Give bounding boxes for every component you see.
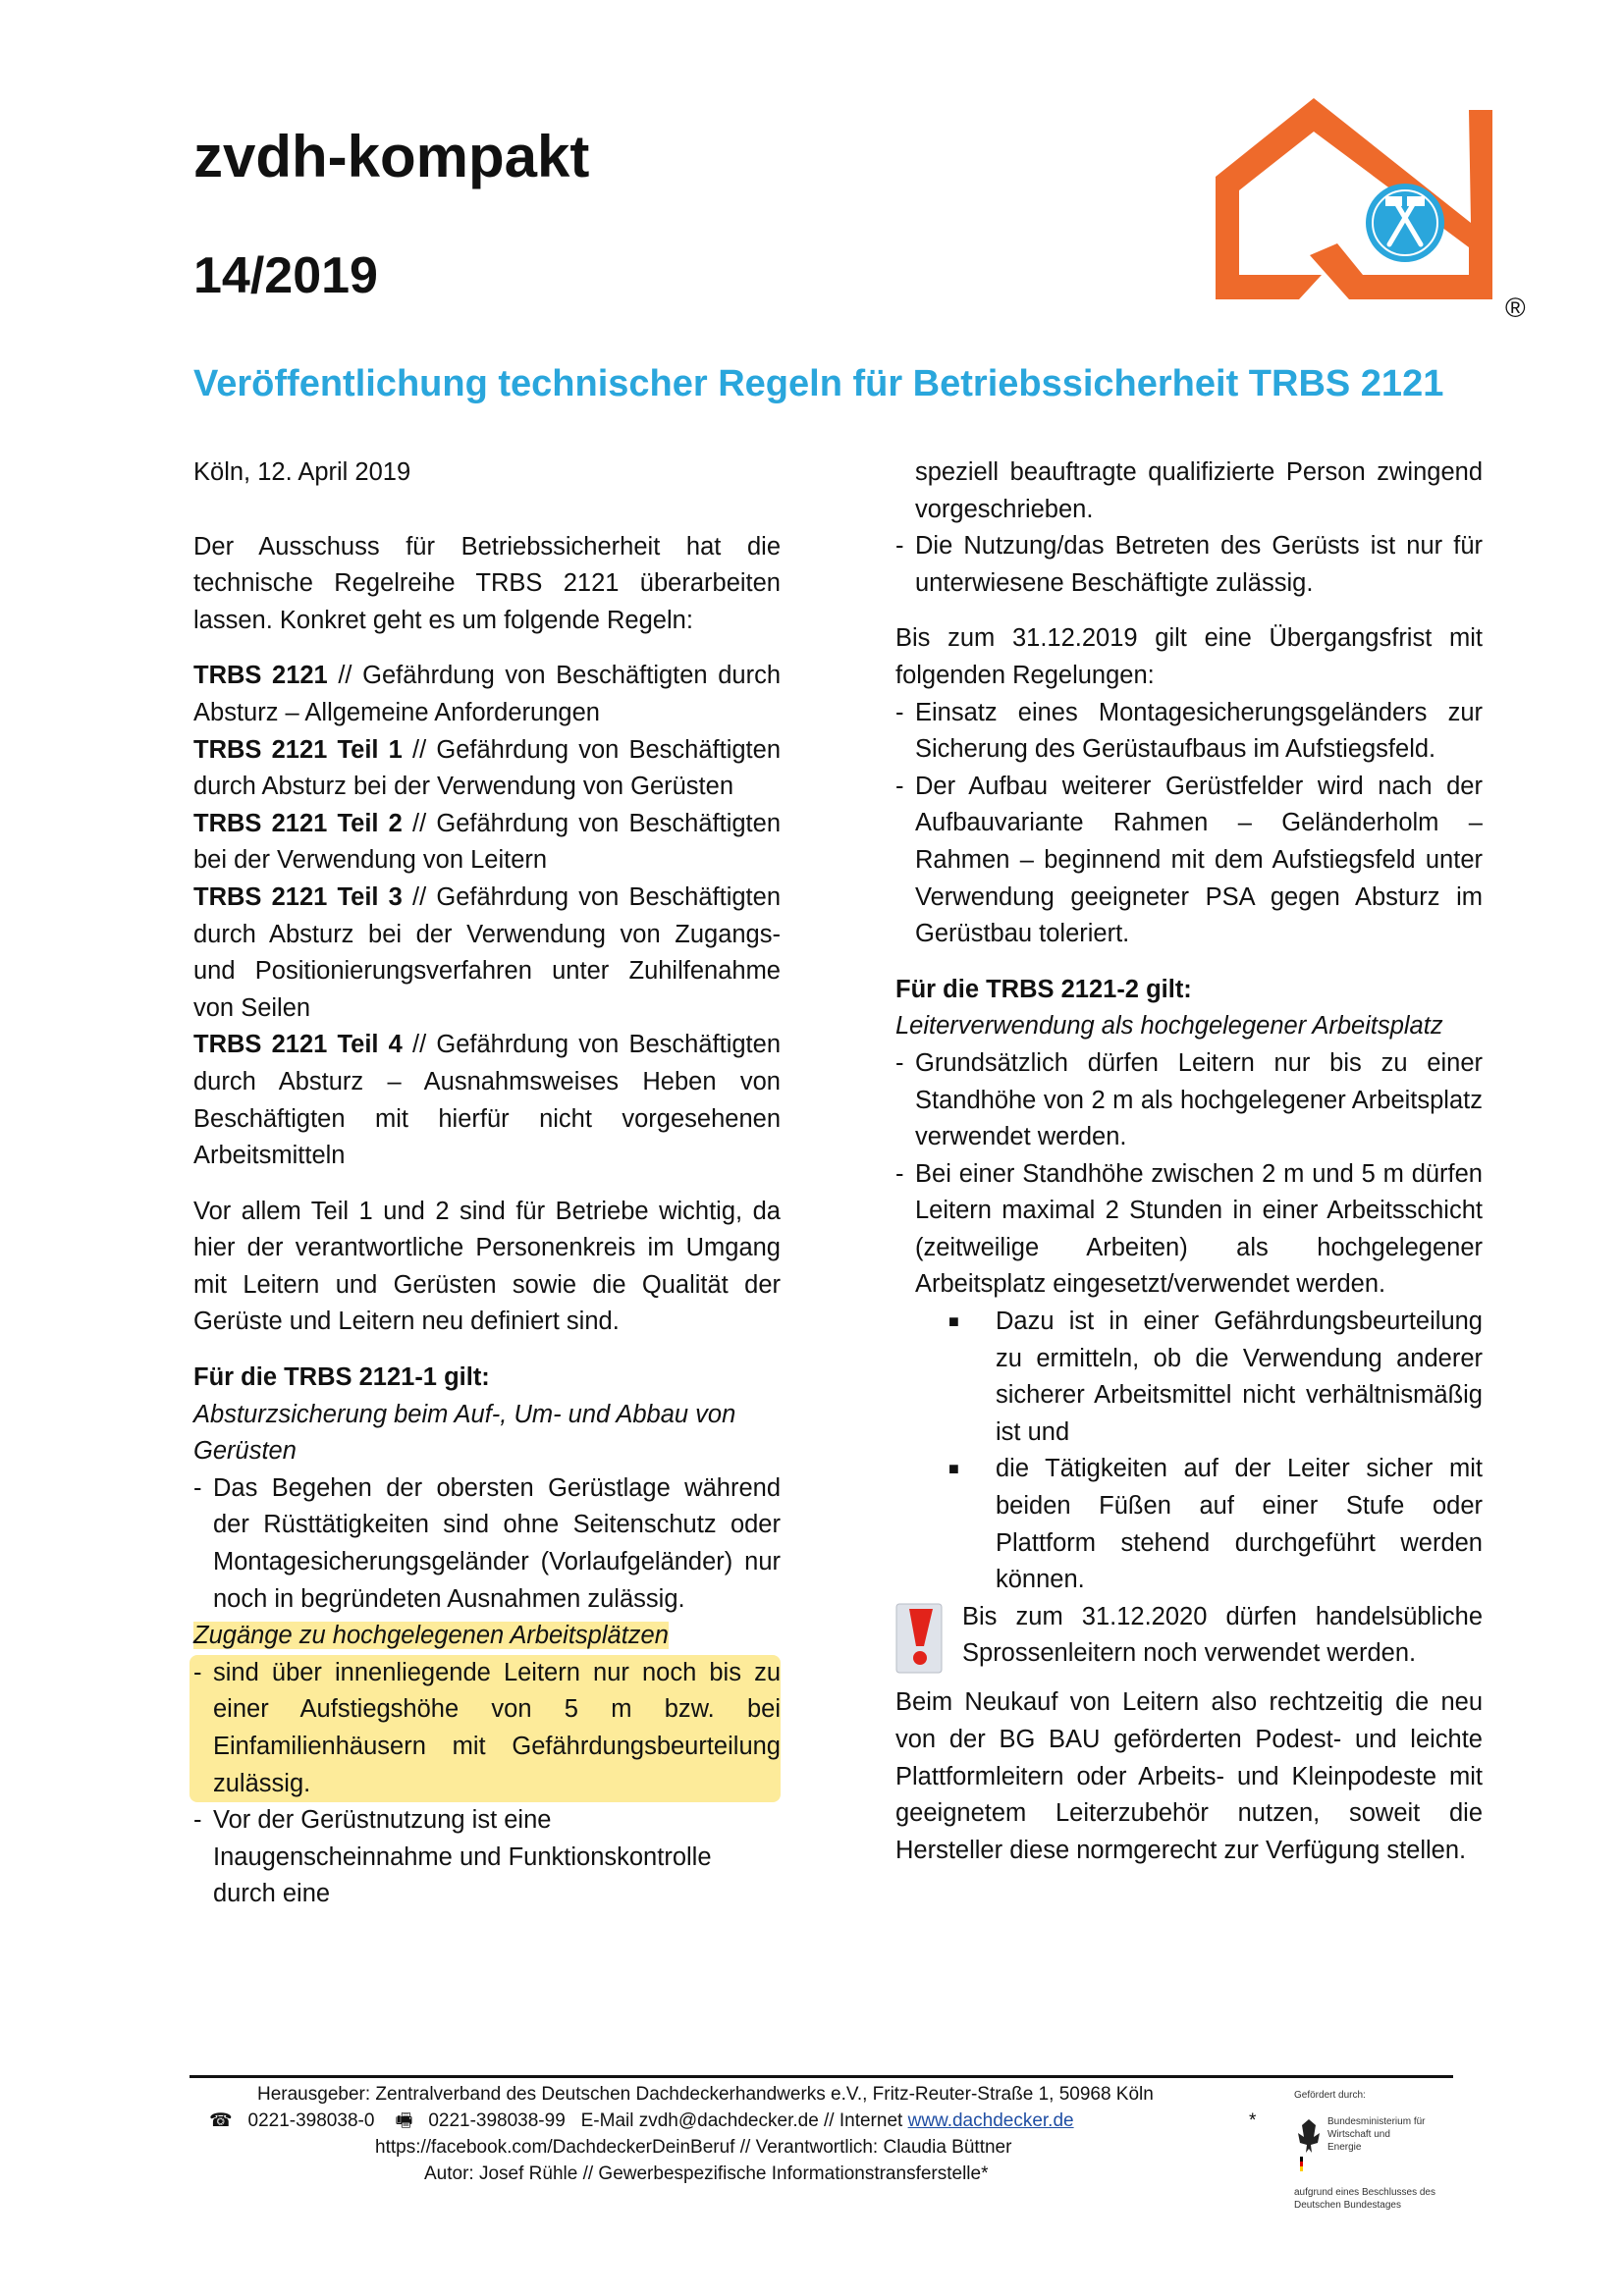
page-title: zvdh-kompakt bbox=[193, 124, 590, 189]
list-item: - Bei einer Standhöhe zwischen 2 m und 5 m dürfen Leitern maximal 2 Stunden in einer Arbeitsschicht (zeitweilige Arbeiten) als hochgelegener Arbeitsplatz eingesetzt/verwendet werden. bbox=[895, 1156, 1483, 1304]
sub-bullet-item bbox=[895, 1304, 1483, 1451]
highlight-item: sind über innenliegende Leitern nur noch bis zu einer Aufstiegshöhe von 5 m bzw. bei Einfamilienhäusern mit Gefährdungsbeurteilung zulässig. bbox=[213, 1658, 781, 1797]
alert-note bbox=[895, 1599, 1483, 1685]
footnote-asterisk: * bbox=[1249, 2110, 1257, 2131]
fax-icon: 🖷 bbox=[395, 2110, 413, 2131]
section2-item: Grundsätzlich dürfen Leitern nur bis zu einer Standhöhe von 2 m als hochgelegener Arbeitsplatz verwendet werden. bbox=[915, 1048, 1483, 1151]
access-item: Die Nutzung/das Betreten des Gerüsts ist nur für unterwiesene Beschäftigte zulässig. bbox=[915, 532, 1483, 597]
sub-bullet-item bbox=[895, 1451, 1483, 1598]
zvdh-roof-logo-icon bbox=[1216, 98, 1492, 299]
headline: Veröffentlichung technischer Regeln für Betriebssicherheit TRBS 2121 bbox=[193, 363, 1444, 404]
alert-text: Bis zum 31.12.2020 dürfen handelsübliche Sprossenleitern noch verwendet werden. bbox=[962, 1602, 1483, 1668]
rule-code: TRBS 2121 Teil 1 bbox=[193, 735, 403, 764]
list-item: - Die Nutzung/das Betreten des Gerüsts ist nur für unterwiesene Beschäftigte zulässig. bbox=[895, 528, 1483, 602]
section2-subheading: Leiterverwendung als hochgelegener Arbeitsplatz bbox=[895, 1012, 1443, 1041]
intro-paragraph: Der Ausschuss für Betriebssicherheit hat die technische Regelreihe TRBS 2121 überarbeiten lassen. Konkret geht es um folgende Regeln: bbox=[193, 532, 781, 634]
exclamation-warning-icon bbox=[895, 1603, 943, 1674]
closing-paragraph: Beim Neukauf von Leitern also rechtzeitig die neu von der BG BAU geförderten Podest- und leichte Plattformleitern oder Arbeits- und Kleinpodeste mit geeignetem Leiterzubehör nutzen, soweit die Hersteller diese normgerecht zur Verfügung stellen. bbox=[895, 1688, 1483, 1864]
section1-subheading: Absturzsicherung beim Auf-, Um- und Abbau von Gerüsten bbox=[193, 1400, 736, 1466]
sub-bullet-text: die Tätigkeiten auf der Leiter sicher mit beiden Füßen auf einer Stufe oder Plattform stehend durchgeführt werden können. bbox=[996, 1455, 1483, 1594]
federal-eagle-icon bbox=[1294, 2115, 1324, 2172]
phone-number: 0221-398038-0 bbox=[247, 2110, 375, 2131]
square-bullet-icon: ■ bbox=[948, 1311, 959, 1332]
list-item: - Grundsätzlich dürfen Leitern nur bis zu einer Standhöhe von 2 m als hochgelegener Arbeitsplatz verwendet werden. bbox=[895, 1045, 1483, 1156]
section2-item: Bei einer Standhöhe zwischen 2 m und 5 m dürfen Leitern maximal 2 Stunden in einer Arbeitsschicht (zeitweilige Arbeiten) als hochgelegener Arbeitsplatz eingesetzt/verwendet werden. bbox=[915, 1159, 1483, 1299]
issue-number: 14/2019 bbox=[193, 247, 378, 304]
section1-heading: Für die TRBS 2121-1 gilt: bbox=[193, 1363, 490, 1392]
rule-item bbox=[193, 732, 781, 806]
section2-heading: Für die TRBS 2121-2 gilt: bbox=[895, 975, 1192, 1003]
ministry-name: Bundesministerium für Wirtschaft und Energie bbox=[1327, 2116, 1426, 2153]
registered-mark: ® bbox=[1505, 293, 1526, 323]
facebook-line: https://facebook.com/DachdeckerDeinBeruf // Verantwortlich: Claudia Büttner bbox=[375, 2137, 1012, 2158]
resolution-text: aufgrund eines Beschlusses des Deutschen Bundestages bbox=[1294, 2187, 1435, 2211]
rule-text: // Gefährdung von Beschäftigten durch Absturz – Allgemeine Anforderungen bbox=[193, 662, 781, 726]
rule-text: // Gefährdung von Beschäftigten durch Absturz bei der Verwendung von Zugangs- und Positionierungsverfahren unter Zuhilfenahme von Seilen bbox=[193, 882, 781, 1022]
rule-item bbox=[193, 658, 781, 731]
transition-intro: Bis zum 31.12.2019 gilt eine Übergangsfrist mit folgenden Regelungen: bbox=[895, 624, 1483, 689]
section1-item: Das Begehen der obersten Gerüstlage während der Rüsttätigkeiten sind ohne Seitenschutz oder Montagesicherungsgeländer (Vorlaufgeländer) nur noch in begründeten Ausnahmen zulässig. bbox=[213, 1473, 781, 1613]
rule-code: TRBS 2121 Teil 3 bbox=[193, 882, 403, 911]
list-item-continuation bbox=[895, 454, 1483, 528]
website-link[interactable]: www.dachdecker.de bbox=[907, 2110, 1074, 2131]
square-bullet-icon: ■ bbox=[948, 1459, 959, 1479]
rule-item bbox=[193, 1027, 781, 1174]
footer-divider bbox=[189, 2075, 1453, 2078]
rule-code: TRBS 2121 Teil 4 bbox=[193, 1031, 403, 1059]
list-item: - Das Begehen der obersten Gerüstlage während der Rüsttätigkeiten sind ohne Seitenschutz oder Montagesicherungsgeländer (Vorlaufgeländer) nur noch in begründeten Ausnahmen zulässig. bbox=[193, 1470, 781, 1618]
rule-item bbox=[193, 880, 781, 1027]
phone-icon: ☎ bbox=[209, 2110, 233, 2131]
rule-text: // Gefährdung von Beschäftigten bei der Verwendung von Leitern bbox=[193, 809, 781, 875]
funding-logo bbox=[1294, 2089, 1451, 2212]
left-column bbox=[193, 454, 781, 1913]
highlighted-list-item: - sind über innenliegende Leitern nur noch bis zu einer Aufstiegshöhe von 5 m bzw. bei Einfamilienhäusern mit Gefährdungsbeurteilung zulässig. bbox=[189, 1655, 781, 1802]
sub-bullet-text: Dazu ist in einer Gefährdungsbeurteilung zu ermitteln, ob die Verwendung anderer sicherer Arbeitsmittel nicht verhältnismäßig ist und bbox=[996, 1308, 1483, 1446]
rule-item bbox=[193, 806, 781, 880]
funding-label: Gefördert durch: bbox=[1294, 2090, 1366, 2101]
transition-item: Der Aufbau weiterer Gerüstfelder wird nach der Aufbauvariante Rahmen – Geländerholm – Rahmen – beginnend mit dem Aufstiegsfeld unter Verwendung geeigneter PSA gegen Absturz im Gerüstbau toleriert. bbox=[915, 772, 1483, 948]
email-internet-label: E-Mail zvdh@dachdecker.de // Internet bbox=[580, 2110, 903, 2131]
publisher-line: Herausgeber: Zentralverband des Deutschen Dachdeckerhandwerks e.V., Fritz-Reuter-Straße 1, 50968 Köln bbox=[257, 2084, 1154, 2105]
rule-text: // Gefährdung von Beschäftigten durch Absturz bei der Verwendung von Gerüsten bbox=[193, 735, 781, 801]
list-item: - Vor der Gerüstnutzung ist eine Inaugenscheinnahme und Funktionskontrolle durch eine bbox=[193, 1802, 781, 1913]
rule-code: TRBS 2121 bbox=[193, 662, 328, 690]
transition-item: Einsatz eines Montagesicherungsgeländers zur Sicherung des Gerüstaufbaus im Aufstiegsfeld. bbox=[915, 698, 1483, 764]
fax-number: 0221-398038-99 bbox=[428, 2110, 566, 2131]
date-line: Köln, 12. April 2019 bbox=[193, 458, 411, 486]
importance-paragraph: Vor allem Teil 1 und 2 sind für Betriebe wichtig, da hier der verantwortliche Personenkreis im Umgang mit Leitern und Gerüsten sowie die Qualität der Gerüste und Leitern neu definiert sind. bbox=[193, 1197, 781, 1336]
list-item: - Einsatz eines Montagesicherungsgeländers zur Sicherung des Gerüstaufbaus im Aufstiegsfeld. bbox=[895, 695, 1483, 769]
rule-code: TRBS 2121 Teil 2 bbox=[193, 809, 403, 837]
right-column bbox=[895, 454, 1483, 1869]
list-item: - Der Aufbau weiterer Gerüstfelder wird nach der Aufbauvariante Rahmen – Geländerholm – Rahmen – beginnend mit dem Aufstiegsfeld unter Verwendung geeigneter PSA gegen Absturz im Gerüstbau toleriert. bbox=[895, 769, 1483, 953]
author-line: Autor: Josef Rühle // Gewerbespezifische Informationstransferstelle* bbox=[424, 2163, 989, 2184]
continuation-text: speziell beauftragte qualifizierte Person zwingend vorgeschrieben. bbox=[915, 458, 1483, 523]
contact-line bbox=[209, 2108, 1074, 2134]
rule-text: // Gefährdung von Beschäftigten durch Absturz – Ausnahmsweises Heben von Beschäftigten mit hierfür nicht vorgesehenen Arbeitsmitteln bbox=[193, 1031, 781, 1170]
highlight-heading: Zugänge zu hochgelegenen Arbeitsplätzen bbox=[193, 1622, 669, 1650]
section1-item: Vor der Gerüstnutzung ist eine Inaugenscheinnahme und Funktionskontrolle durch eine bbox=[213, 1806, 712, 1908]
